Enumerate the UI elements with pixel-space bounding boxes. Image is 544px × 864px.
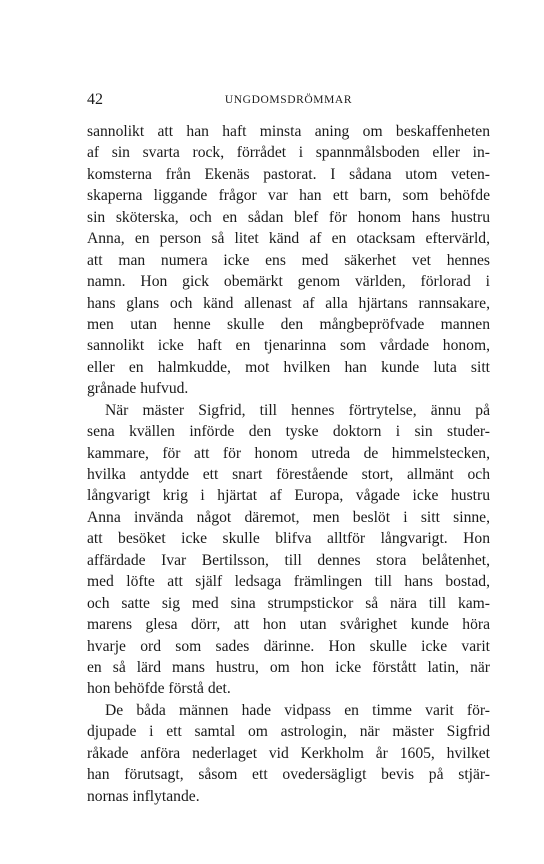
text-line: sin sköterska, och en sådan blef för honom hans hustru — [87, 208, 490, 226]
paragraph-end-line: grånade hufvud. — [87, 380, 189, 398]
page-header — [87, 90, 490, 110]
text-line: namn. Hon gick obemärkt genom världen, förlorad i — [87, 273, 490, 291]
text-line: hvilka antydde ett snart förestående stort, allmänt och — [87, 466, 490, 483]
text-line: sannolikt icke haft en tjenarinna som vårdade honom, — [87, 337, 490, 355]
text-line: sena kvällen införde den tyske doktorn i sin studer- — [87, 423, 490, 441]
body-text — [87, 121, 490, 807]
paragraph-end-line: nornas inflytande. — [87, 787, 200, 805]
text-line: men utan henne skulle den mångbepröfvade mannen — [87, 315, 490, 333]
text-line: marens glesa dörr, att hon utan svårighet kunde höra — [87, 616, 490, 634]
text-line: djupade i ett samtal om astrologin, när mäster Sigfrid — [87, 723, 490, 741]
text-line: eller en halmkudde, mot hvilken han kunde luta sitt — [87, 358, 490, 376]
running-head: UNGDOMSDRÖMMAR — [224, 94, 353, 106]
text-line: att man numera icke ens med säkerhet vet hennes — [87, 251, 490, 269]
paragraph-start-line: De båda männen hade vidpass en timme varit för- — [105, 701, 490, 719]
text-line: Anna invända något däremot, men beslöt i sitt sinne, — [87, 508, 490, 526]
text-line: kammare, för att för honom utreda de himmelstecken, — [87, 444, 490, 462]
paragraph-end-line: hon behöfde förstå det. — [87, 680, 231, 698]
text-line: Anna, en person så litet känd af en otacksam eftervärld, — [87, 230, 490, 248]
text-line: hvarje ord som sades därinne. Hon skulle icke varit — [87, 637, 490, 655]
page-number: 42 — [87, 91, 103, 108]
text-line: komsterna från Ekenäs pastorat. I sådana utom veten- — [87, 165, 490, 183]
text-line: skaperna liggande frågor var han ett barn, som behöfde — [87, 187, 490, 205]
text-line: hans glans och känd allenast af alla hjärtans rannsakare, — [87, 294, 490, 312]
text-line: och satte sig med sina strumpstickor så nära till kam- — [87, 594, 490, 612]
text-line: råkade anföra nederlaget vid Kerkholm år 1605, hvilket — [87, 744, 490, 762]
text-line: en så lärd mans hustru, om hon icke förstått latin, när — [87, 658, 490, 676]
text-line: af sin svarta rock, förrådet i spannmålsboden eller in- — [87, 144, 490, 162]
text-line: affärdade Ivar Bertilsson, till dennes stora belåtenhet, — [87, 551, 490, 569]
text-line: han förutsagt, såsom ett ovedersägligt bevis på stjär- — [87, 766, 490, 784]
text-line: med löfte att själf ledsaga främlingen till hans bostad, — [87, 573, 490, 591]
paragraph-start-line: När mäster Sigfrid, till hennes förtrytelse, ännu på — [105, 401, 490, 419]
text-line: långvarigt krig i hjärtat af Europa, vågade icke hustru — [87, 487, 490, 505]
text-line: sannolikt att han haft minsta aning om beskaffenheten — [87, 123, 490, 140]
text-line: att besöket icke skulle blifva alltför långvarigt. Hon — [87, 530, 490, 548]
